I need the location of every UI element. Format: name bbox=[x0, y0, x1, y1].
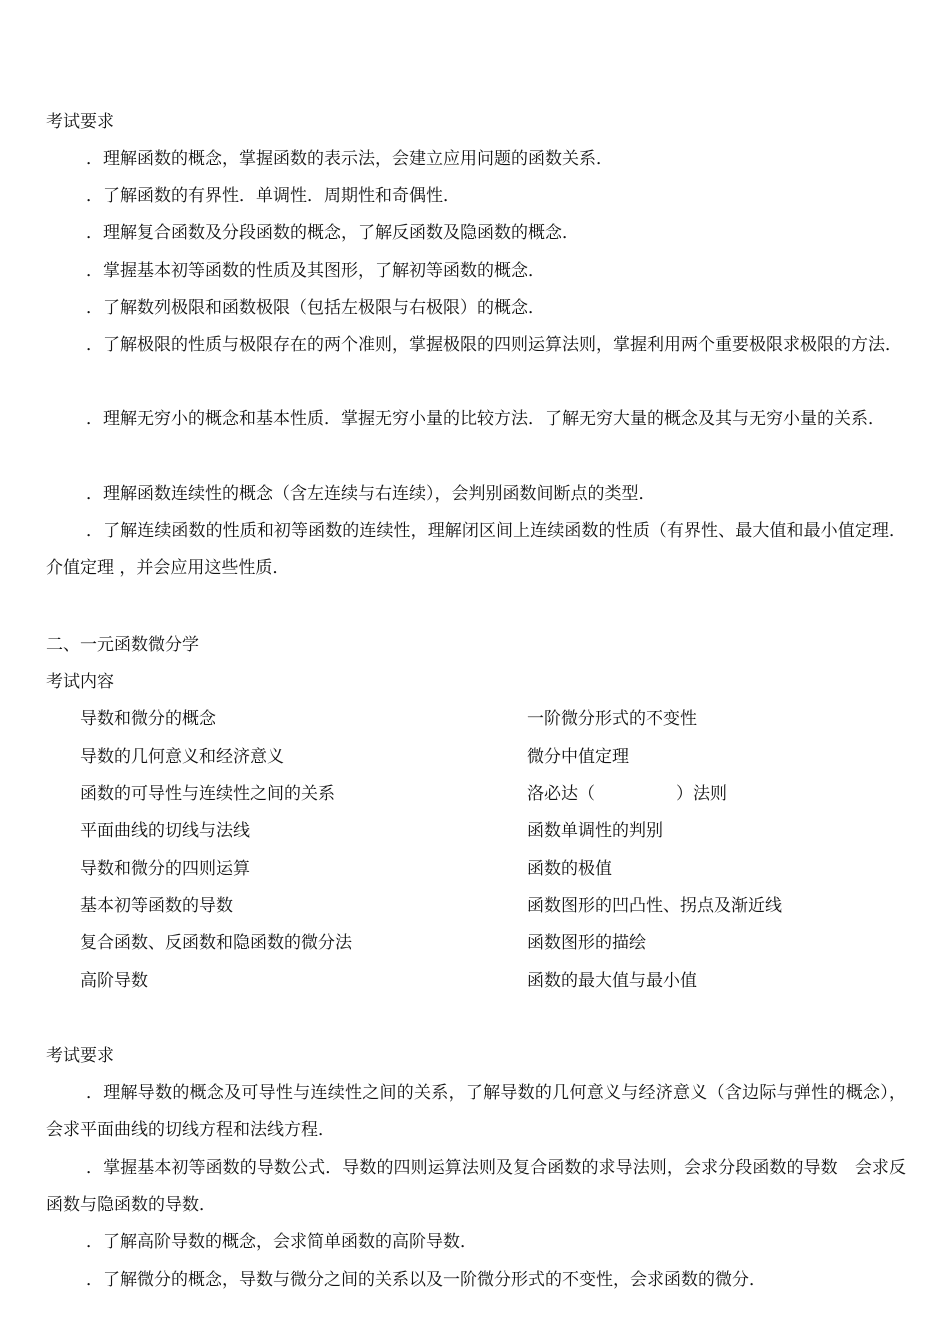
requirement-item: ．理解无穷小的概念和基本性质．掌握无穷小量的比较方法．了解无穷大量的概念及其与无穷小量的关系． bbox=[86, 409, 885, 429]
content-item: 函数图形的描绘 bbox=[527, 933, 646, 953]
content-item: 导数的几何意义和经济意义 bbox=[80, 747, 284, 767]
content-item: 函数的极值 bbox=[527, 859, 612, 879]
content-item: 函数的可导性与连续性之间的关系 bbox=[80, 784, 335, 804]
requirement-item: ．了解极限的性质与极限存在的两个准则，掌握极限的四则运算法则，掌握利用两个重要极限求极限的方法． bbox=[86, 335, 902, 355]
requirement-item: ．理解导数的概念及可导性与连续性之间的关系，了解导数的几何意义与经济意义（含边际与弹性的概念），会求平面曲线的切线方程和法线方程． bbox=[46, 1083, 906, 1140]
content-item: 微分中值定理 bbox=[527, 747, 629, 767]
content-item: 函数图形的凹凸性、拐点及渐近线 bbox=[527, 896, 782, 916]
requirement-item: ．理解函数连续性的概念（含左连续与右连续），会判别函数间断点的类型． bbox=[86, 484, 656, 504]
exam-content-heading: 考试内容 bbox=[46, 672, 114, 692]
content-item: 基本初等函数的导数 bbox=[80, 896, 233, 916]
content-item: 一阶微分形式的不变性 bbox=[527, 709, 697, 729]
requirement-item: ．掌握基本初等函数的导数公式．导数的四则运算法则及复合函数的求导法则，会求分段函数的导数 会求反函数与隐函数的导数． bbox=[46, 1158, 906, 1215]
requirement-item: ．理解函数的概念，掌握函数的表示法，会建立应用问题的函数关系． bbox=[86, 149, 613, 169]
section-title: 二、一元函数微分学 bbox=[46, 635, 199, 655]
requirement-item: ．理解复合函数及分段函数的概念，了解反函数及隐函数的概念． bbox=[86, 223, 579, 243]
requirement-item: ．掌握基本初等函数的性质及其图形，了解初等函数的概念． bbox=[86, 261, 545, 281]
requirement-item: ．了解函数的有界性．单调性．周期性和奇偶性． bbox=[86, 186, 460, 206]
requirement-item: ．了解微分的概念，导数与微分之间的关系以及一阶微分形式的不变性，会求函数的微分． bbox=[86, 1270, 766, 1290]
exam-requirements-heading: 考试要求 bbox=[46, 1046, 114, 1066]
requirement-item: ．了解高阶导数的概念，会求简单函数的高阶导数． bbox=[86, 1232, 477, 1252]
content-item: 导数和微分的四则运算 bbox=[80, 859, 250, 879]
requirement-item: ．了解连续函数的性质和初等函数的连续性，理解闭区间上连续函数的性质（有界性、最大值和最小值定理．介值定理 ，并会应用这些性质． bbox=[46, 521, 906, 578]
content-item: 函数单调性的判别 bbox=[527, 821, 663, 841]
content-item: 平面曲线的切线与法线 bbox=[80, 821, 250, 841]
content-item: 高阶导数 bbox=[80, 971, 148, 991]
content-item: 导数和微分的概念 bbox=[80, 709, 216, 729]
content-item: 复合函数、反函数和隐函数的微分法 bbox=[80, 933, 352, 953]
requirement-item: ．了解数列极限和函数极限（包括左极限与右极限）的概念． bbox=[86, 298, 545, 318]
content-item: 函数的最大值与最小值 bbox=[527, 971, 697, 991]
exam-requirements-heading: 考试要求 bbox=[46, 112, 114, 132]
content-item: 洛必达（ ）法则 bbox=[527, 784, 728, 804]
